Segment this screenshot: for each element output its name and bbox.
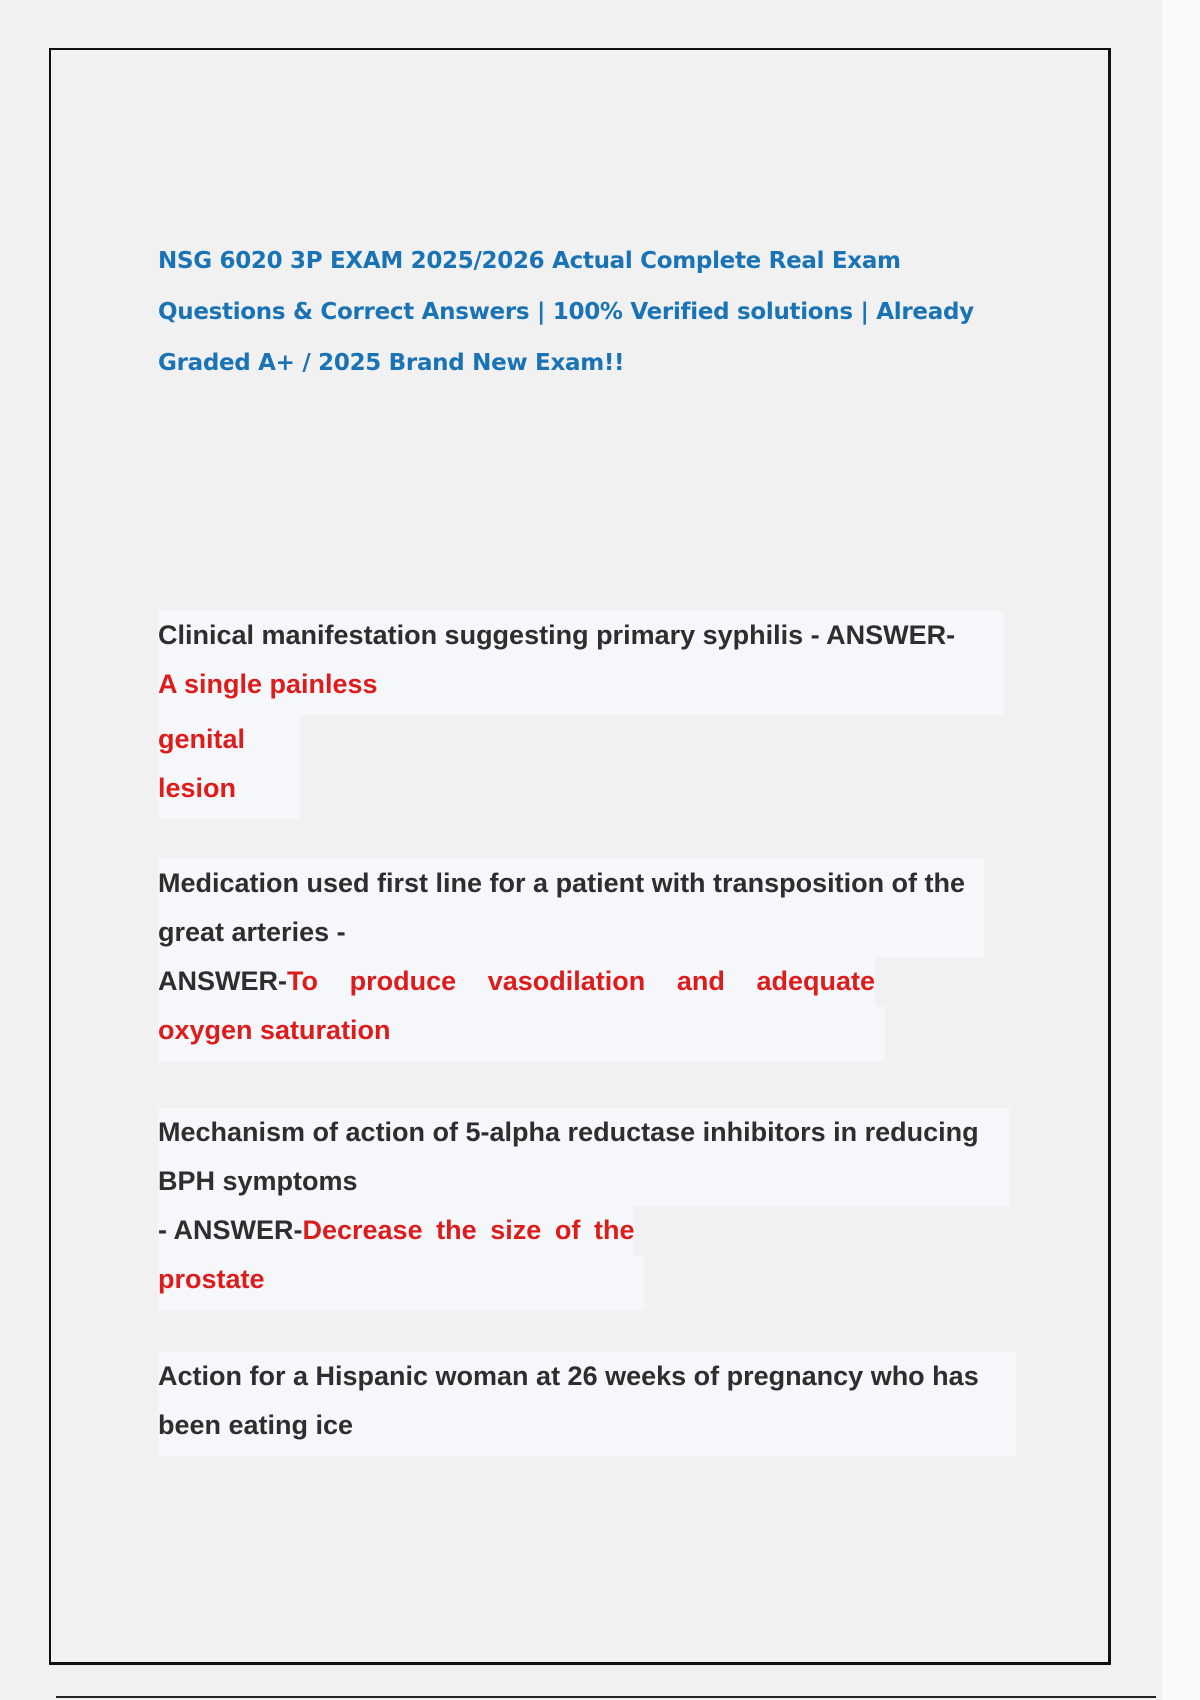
question-text: Clinical manifestation suggesting primary syphilis - ANSWER- <box>158 611 1004 660</box>
qa-item-2 <box>158 859 984 1061</box>
qa-item-3 <box>158 1108 1010 1310</box>
question-text: BPH symptoms <box>158 1157 1010 1206</box>
question-text: Mechanism of action of 5-alpha reductase inhibitors in reducing <box>158 1108 1010 1157</box>
answer-text: genital <box>158 715 300 764</box>
answer-text: Decrease the size of the <box>302 1206 634 1255</box>
question-text: Medication used first line for a patient with transposition of the <box>158 859 984 908</box>
question-text: been eating ice <box>158 1401 1016 1456</box>
answer-line <box>158 957 984 1006</box>
answer-prefix: - ANSWER- <box>158 1206 302 1255</box>
bottom-rule <box>56 1696 1156 1698</box>
answer-text: prostate <box>158 1255 644 1310</box>
qa-item-1 <box>158 611 1004 819</box>
answer-text: oxygen saturation <box>158 1006 885 1061</box>
scroll-gutter <box>1162 0 1200 1700</box>
answer-text: A single painless <box>158 660 1004 715</box>
answer-prefix: ANSWER- <box>158 957 287 1006</box>
question-text: great arteries - <box>158 908 984 957</box>
document-title: NSG 6020 3P EXAM 2025/2026 Actual Complete Real Exam Questions & Correct Answers | 100% Verified solutions | Already Graded A+ / 2025 Brand New Exam!! <box>158 248 974 376</box>
answer-line <box>158 1206 1010 1255</box>
answer-text: To produce vasodilation and adequate <box>287 957 875 1006</box>
answer-text: lesion <box>158 764 300 819</box>
question-text: Action for a Hispanic woman at 26 weeks of pregnancy who has <box>158 1352 1016 1401</box>
qa-item-4 <box>158 1352 1016 1456</box>
